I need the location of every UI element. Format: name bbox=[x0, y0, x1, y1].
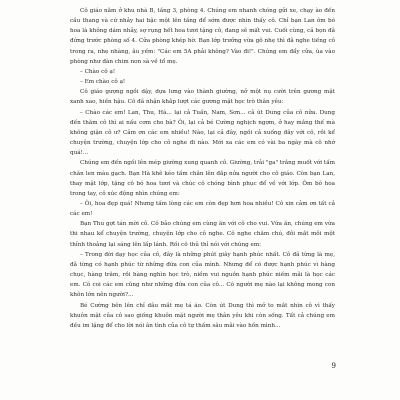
paragraph: – Chào cô ạ! bbox=[80, 68, 116, 75]
paragraph: Cô giáo nằm ở khu nhà B, tầng 3, phòng 4. Chúng em nhanh chóng gửi xe, chạy ào đến cầu thang và cứ nhảy hai bậc một lên tầng để sớm được nhìn thấy cô. Chỉ bạn Lan ôm bó hoa là không dám nhảy, sợ rụng hết hoa tươi tặng cô, đang sẽ mất vui. Cuối cùng, cả bọn đã đứng trước phòng số 4. Cửa phòng khép hờ. Bạn lớp trưởng vừa gõ nhẹ thì đã nghe tiếng cô trong ra, nhẹ nhàng, âu yếm: "Các em 5A phải không? Vào đi!". Chúng em đẩy cửa, ùa vào phòng như đàn chim non sà về tổ mẹ. bbox=[70, 8, 335, 65]
paragraph: – Trong đời dạy học của cô, đây là những phút giây hạnh phúc nhất. Cô đã từng là mẹ, đã từng có hạnh phúc từ những đứa con của mình. Nhưng để có được hạnh phúc vì hàng chục, hàng trăm, rồi hàng nghìn học trò, niềm vui nguồn hạnh phúc niềm mãi là học các em. Có coi các em cũng như những đứa con của cô... Có người mẹ nào lại không mong con khôn lớn nên người?... bbox=[70, 251, 335, 299]
paragraph: Cô giáo gượng ngồi dậy, dựa lưng vào thành giường, nở một nụ cười trên gương mặt xanh xao, hiền hậu. Cô đã nhận khắp lượt các gương mặt học trò thân yêu: bbox=[70, 89, 335, 106]
page-number: 9 bbox=[331, 362, 336, 370]
story-text bbox=[70, 6, 335, 331]
paragraph: – Ôi, hoa đẹp quá! Nhưng tấm lòng các em còn đẹp hơn hoa nhiều! Cô xin cảm ơn tất cả các em! bbox=[70, 200, 335, 218]
paragraph: Chúng em đến ngồi lên mép giường xung quanh cô. Giường, trải "ga" trắng muốt với tấm chăn len màu gạch. Bạn Hà khẽ kéo tấm chăn lên đắp nửa người cho cô giáo. Còn bạn Lan, thay mặt lớp, tặng cô bó hoa tươi và chúc cô chóng bình phục để về với lớp. Ôm bó hoa trong tay, cô xúc động nhìn chúng em: bbox=[70, 160, 335, 197]
paragraph: – Em chào cô ạ! bbox=[80, 79, 126, 86]
paragraph: Bé Cường bên lên chỉ dâu mắt mẹ tá áo. Còn út Dung thì mở to mắt nhìn cô vì thấy khuôn mặt của cô sao giống khuôn mặt người mẹ thân yêu khi còn sống. Tất cả chúng em đều im lặng để cho lời nói ân tình của cô tự thấm sâu mãi vào hồn mình... bbox=[70, 302, 335, 329]
paragraph: – Chào các em! Lan, Thu, Hà... lại cả Tuấn, Nam, Sơn... cả út Dung của cô nữa. Dung đến thăm cô thì ai nấu cơm cho bà? Ôi, lại cả bé Cường nghịch ngợm, ở hay mắng thế mà không giận cô ư? Cảm ơn các em nhiều! Nào, lại cả đây, ngồi cả xuống đây với cô, rồi kể chuyện trường, chuyện lớp cho cô nghe đi nào. Mới xa các em có vài ba ngày mà cô nhớ quá!... bbox=[70, 109, 335, 157]
paragraph: Bạn Thu gợt tán mời cô. Cô bảo chúng em cùng ăn với cô cho vui. Vừa ăn, chúng em vừa thi nhau kể chuyện trường, chuyện lớp cho cô nghe. Cô nghe chăm chú, đôi mắt mỗi một thỉnh thoảng lại sáng lên lấp lánh. Rồi cô thủ thỉ nói với chúng em: bbox=[70, 221, 335, 248]
